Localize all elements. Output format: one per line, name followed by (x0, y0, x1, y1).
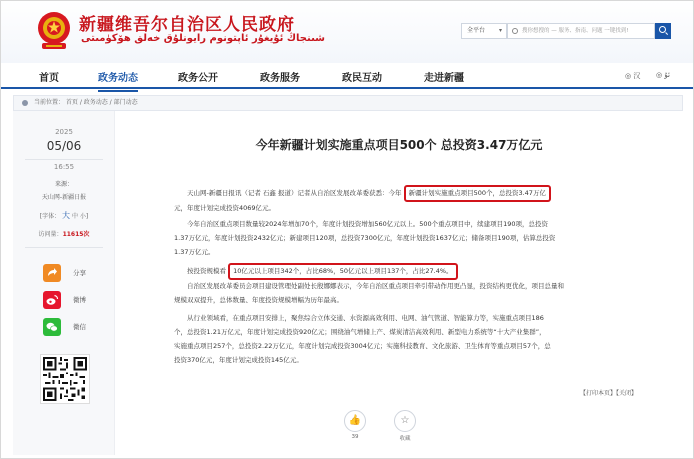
search-icon (512, 28, 518, 34)
site-subtitle-uyghur: شىنجاڭ ئۇيغۇر ئاپتونوم رايونلۇق خەلق ھۆكۈمىتى (81, 33, 326, 44)
divider (25, 159, 103, 160)
paragraph-1-line-2: 元，年度计划完成投资4069亿元。 (174, 204, 276, 212)
article-title: 今年新疆计划实施重点项目500个 总投资3.47万亿元 (255, 138, 543, 152)
source-label: 来源： (54, 181, 73, 188)
paragraph-text: 按投资规模看 (187, 267, 226, 275)
font-small-button[interactable]: 小 (79, 213, 86, 220)
breadcrumb-text[interactable]: 当前位置： 首页 / 政务动态 / 部门动态 (34, 99, 138, 106)
site-title[interactable]: 新疆维吾尔自治区人民政府 (79, 15, 295, 35)
highlight-box-investment-scale: 10亿元以上项目342个，占比68%，50亿元以上项目137个，占比27.4%。 (228, 263, 457, 280)
star-icon: ☆ (400, 415, 410, 426)
thumbs-up-icon: 👍 (348, 415, 362, 426)
font-large-button[interactable]: 大 (62, 211, 71, 220)
collect-label: 收藏 (399, 436, 411, 442)
like-button[interactable] (344, 410, 366, 432)
paragraph-2-line-2: 1.37万亿元，年度计划投资2432亿元；新建项目120项，总投资7300亿元，年度计划投资1637亿元；储备项目190项，估算总投资 (174, 234, 556, 242)
share-wechat-label: 微信 (73, 323, 86, 331)
paragraph-5-line-3: 实施重点项目257个，总投资2.22万亿元，年度计划完成投资3004亿元；实施科技教育、文化旅游、卫生体育等重点项目57个，总 (174, 342, 551, 350)
nav-item-gov-news[interactable]: 政务动态 (98, 69, 138, 84)
paragraph-5-line-4: 投资370亿元，年度计划完成投资145亿元。 (174, 356, 303, 364)
search-icon (659, 26, 666, 33)
share-arrow-icon (43, 264, 61, 282)
paragraph-5-line-2: 个，总投资1.21万亿元，年度计划完成投资920亿元；围绕油气增储上产、煤炭清洁高效利用、新型电力系统等“十大产业集群”， (174, 328, 546, 336)
paragraph-4-line-2: 规模双双提升，总体数量、年度投资规模增幅为历年最高。 (174, 296, 343, 304)
national-emblem-icon[interactable] (36, 9, 72, 53)
chevron-down-icon: ▾ (498, 27, 502, 34)
qr-code-icon (40, 354, 90, 404)
breadcrumb (13, 95, 683, 111)
paragraph-2-line-3: 1.37万亿元。 (174, 248, 215, 256)
search-scope-value: 全平台 (467, 27, 486, 34)
search-button[interactable] (655, 23, 671, 39)
nav-item-about-xinjiang[interactable]: 走进新疆 (424, 73, 464, 84)
print-close-links[interactable]: 【打印本页】【关闭】 (580, 390, 638, 397)
publish-year: 2025 (55, 128, 73, 136)
search-scope-select[interactable] (461, 23, 507, 39)
publish-date: 05/06 (46, 139, 82, 153)
font-size-label: [字体： (39, 213, 61, 220)
collect-button[interactable] (394, 410, 416, 432)
nav-item-gov-open[interactable]: 政务公开 (178, 73, 218, 84)
font-size-control (13, 210, 115, 221)
article-meta-sidebar (13, 111, 115, 455)
publish-time: 16:55 (53, 163, 75, 171)
share-weibo-label: 微博 (73, 296, 86, 304)
font-size-label-end: ] (85, 213, 89, 220)
wechat-icon (43, 318, 61, 336)
paragraph-4-line-1: 自治区发展改革委员会项目建设管理处副处长殷娜娜表示，今年自治区重点项目牵引带动作用更凸显，投资结构更优化，项目总量和 (187, 282, 564, 290)
like-count: 39 (351, 434, 359, 440)
location-icon (22, 100, 28, 106)
article-body (115, 111, 683, 455)
share-moments-label: 分享 (73, 269, 86, 277)
weibo-icon (43, 291, 61, 309)
source-value: 天山网-新疆日报 (41, 194, 87, 201)
lang-chinese-link[interactable]: ◎ 汉 (625, 72, 641, 80)
search-input[interactable] (507, 23, 655, 39)
nav-item-gov-service[interactable]: 政务服务 (260, 73, 300, 84)
paragraph-5-line-1: 从行业领域看，在重点项目安排上，聚焦综合立体交通、水资源高效利用、电网、油气管道、智能算力等，实施重点项目186 (187, 314, 544, 322)
paragraph-3 (174, 263, 634, 280)
paragraph-text: 天山网-新疆日报讯（记者 石鑫 报道）记者从自治区发展改革委获悉：今年 (187, 189, 402, 197)
site-header (1, 1, 694, 63)
nav-item-interaction[interactable]: 政民互动 (342, 73, 382, 84)
view-count-label: 访问量： (38, 231, 63, 238)
lang-uyghur-link[interactable]: ◎ ئۇ (656, 71, 670, 79)
font-medium-button[interactable]: 中 (71, 213, 78, 220)
lang-chinese-label: 汉 (633, 72, 641, 80)
paragraph-2-line-1: 今年自治区重点项目数量较2024年增加70个，年度计划投资增加560亿元以上。500个重点项目中，续建项目190项，总投资 (187, 220, 549, 228)
view-count-value: 11615次 (62, 231, 90, 238)
divider (25, 247, 103, 248)
search-placeholder: 搜你想搜的 — 服务、指南、问题 一键找到! (522, 28, 629, 34)
view-count (13, 229, 115, 238)
highlight-box-total-projects: 新疆计划实施重点项目500个，总投资3.47万亿 (404, 185, 551, 202)
nav-item-home[interactable]: 首页 (39, 73, 59, 84)
paragraph-1-line-1 (174, 185, 634, 202)
main-nav (1, 63, 694, 89)
lang-uyghur-label: ئۇ (664, 71, 670, 79)
